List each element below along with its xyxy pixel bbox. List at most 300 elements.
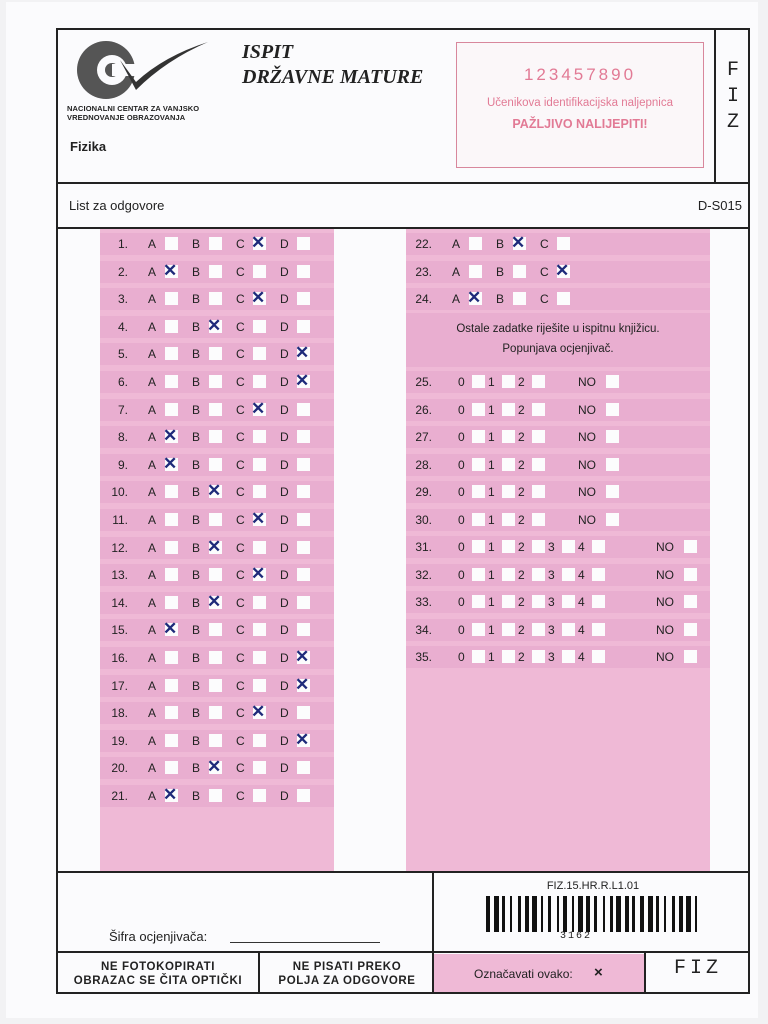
score-checkbox[interactable] <box>472 540 485 553</box>
answer-mark: ✕ <box>295 674 310 694</box>
option-label: A <box>148 375 157 389</box>
answer-mark: ✕ <box>251 398 266 418</box>
option-label: C <box>236 292 245 307</box>
option-label: D <box>280 678 289 693</box>
answer-checkbox[interactable] <box>253 265 266 278</box>
answer-checkbox[interactable] <box>297 761 310 774</box>
score-label: 4 <box>578 650 585 664</box>
score-label: 0 <box>458 512 465 527</box>
score-label: 1 <box>488 402 495 417</box>
score-checkbox[interactable] <box>532 623 545 636</box>
option-label: C <box>540 237 549 251</box>
answer-mark: ✕ <box>163 426 178 446</box>
answer-row <box>100 426 334 448</box>
score-checkbox[interactable] <box>502 623 515 636</box>
score-label: 4 <box>578 540 585 554</box>
answer-checkbox[interactable] <box>209 347 222 360</box>
answer-checkbox[interactable] <box>297 485 310 498</box>
answer-mark: ✕ <box>511 233 526 252</box>
option-label: D <box>280 402 289 417</box>
option-label: D <box>280 733 289 748</box>
option-label: A <box>148 733 157 748</box>
marking-example-symbol: × <box>594 964 603 981</box>
score-checkbox[interactable] <box>472 375 485 388</box>
answer-mark: ✕ <box>467 288 482 308</box>
footer-divider <box>56 871 750 873</box>
option-label: B <box>192 457 201 472</box>
question-number: 26. <box>415 402 432 417</box>
answer-checkbox[interactable] <box>165 403 178 416</box>
score-checkbox[interactable] <box>606 403 619 416</box>
score-checkbox[interactable] <box>472 485 485 498</box>
question-number: 24. <box>415 292 432 307</box>
org-name: NACIONALNI CENTAR ZA VANJSKO VREDNOVANJE OBRAZOVANJA <box>67 104 200 122</box>
answer-mark: ✕ <box>207 591 222 611</box>
option-label: B <box>192 375 201 389</box>
score-label: 0 <box>458 595 465 609</box>
ncvvo-logo-icon <box>74 38 214 102</box>
score-label: NO <box>578 375 596 389</box>
answer-row <box>100 454 334 476</box>
score-checkbox[interactable] <box>502 568 515 581</box>
score-label: 1 <box>488 457 495 472</box>
option-label: B <box>192 706 201 721</box>
exam-title: ISPIT DRŽAVNE MATURE <box>242 41 424 88</box>
score-checkbox[interactable] <box>592 650 605 663</box>
option-label: C <box>540 264 549 279</box>
answer-checkbox[interactable] <box>297 458 310 471</box>
answer-checkbox[interactable] <box>209 623 222 636</box>
option-label: C <box>236 651 245 665</box>
score-checkbox[interactable] <box>532 458 545 471</box>
answer-checkbox[interactable] <box>165 347 178 360</box>
graded-row <box>406 619 710 641</box>
score-checkbox[interactable] <box>684 623 697 636</box>
graded-row <box>406 454 710 476</box>
score-label: 0 <box>458 540 465 554</box>
answer-checkbox[interactable] <box>557 292 570 305</box>
answer-checkbox[interactable] <box>297 292 310 305</box>
answer-checkbox[interactable] <box>253 541 266 554</box>
answer-mark: ✕ <box>163 785 178 804</box>
answer-checkbox[interactable] <box>297 265 310 278</box>
score-checkbox[interactable] <box>502 485 515 498</box>
answer-row <box>100 399 334 421</box>
answer-checkbox[interactable] <box>209 734 222 747</box>
score-label: 3 <box>548 650 555 664</box>
score-checkbox[interactable] <box>472 650 485 663</box>
score-checkbox[interactable] <box>562 540 575 553</box>
option-label: D <box>280 513 289 527</box>
score-checkbox[interactable] <box>684 595 697 608</box>
answer-checkbox[interactable] <box>253 347 266 360</box>
question-number: 14. <box>111 595 128 610</box>
score-checkbox[interactable] <box>472 513 485 526</box>
score-checkbox[interactable] <box>606 513 619 526</box>
option-label: C <box>236 264 245 279</box>
score-checkbox[interactable] <box>472 568 485 581</box>
option-label: D <box>280 568 289 583</box>
score-checkbox[interactable] <box>502 595 515 608</box>
option-label: B <box>192 651 201 665</box>
answer-checkbox[interactable] <box>253 761 266 774</box>
score-label: 0 <box>458 457 465 472</box>
grader-code-field[interactable] <box>230 942 380 943</box>
option-label: D <box>280 430 289 445</box>
answer-checkbox[interactable] <box>297 541 310 554</box>
option-label: A <box>148 761 157 776</box>
option-label: B <box>496 264 505 279</box>
score-label: 1 <box>488 540 495 554</box>
score-checkbox[interactable] <box>606 430 619 443</box>
answer-checkbox[interactable] <box>253 320 266 333</box>
score-checkbox[interactable] <box>684 568 697 581</box>
score-label: NO <box>656 540 674 554</box>
answer-mark: ✕ <box>207 757 222 777</box>
answer-checkbox[interactable] <box>209 237 222 250</box>
score-checkbox[interactable] <box>502 430 515 443</box>
option-label: A <box>148 513 157 527</box>
answer-row <box>100 343 334 365</box>
score-label: 1 <box>488 650 495 664</box>
answer-checkbox[interactable] <box>297 706 310 719</box>
answer-mark: ✕ <box>251 233 266 252</box>
option-label: B <box>496 237 505 251</box>
score-label: 2 <box>518 375 525 389</box>
score-checkbox[interactable] <box>472 623 485 636</box>
score-checkbox[interactable] <box>592 595 605 608</box>
option-label: A <box>148 319 157 334</box>
answer-checkbox[interactable] <box>165 485 178 498</box>
question-number: 3. <box>117 292 128 307</box>
score-checkbox[interactable] <box>532 375 545 388</box>
sticker-hint: Učenikova identifikacijska naljepnica <box>486 97 674 109</box>
answer-mark: ✕ <box>251 509 266 528</box>
option-label: A <box>148 706 157 721</box>
question-number: 33. <box>415 595 432 609</box>
answer-checkbox[interactable] <box>209 458 222 471</box>
score-checkbox[interactable] <box>532 595 545 608</box>
answer-checkbox[interactable] <box>297 430 310 443</box>
answer-mark: ✕ <box>163 619 178 639</box>
option-label: C <box>236 678 245 693</box>
score-checkbox[interactable] <box>532 513 545 526</box>
student-id-sticker-area[interactable] <box>456 42 704 168</box>
answer-row <box>100 509 334 531</box>
no-write-warning: NE PISATI PREKO POLJA ZA ODGOVORE <box>278 961 416 987</box>
answer-checkbox[interactable] <box>297 623 310 636</box>
answer-checkbox[interactable] <box>209 265 222 278</box>
option-label: D <box>280 264 289 279</box>
subject-name: Fizika <box>70 139 107 154</box>
grader-code-label: Šifra ocjenjivača: <box>109 929 208 944</box>
option-label: B <box>192 789 201 803</box>
option-label: A <box>148 568 157 583</box>
score-checkbox[interactable] <box>502 540 515 553</box>
question-number: 12. <box>111 540 128 555</box>
question-number: 27. <box>415 430 432 444</box>
answer-row <box>100 785 334 807</box>
answer-checkbox[interactable] <box>209 679 222 692</box>
answer-checkbox[interactable] <box>297 320 310 333</box>
option-label: D <box>280 457 289 472</box>
score-checkbox[interactable] <box>502 650 515 663</box>
question-number: 29. <box>415 485 432 499</box>
score-checkbox[interactable] <box>532 650 545 663</box>
sticker-number: 123457890 <box>523 65 637 84</box>
answer-row <box>406 288 710 310</box>
graded-row <box>406 591 710 613</box>
option-label: B <box>496 292 505 307</box>
answer-checkbox[interactable] <box>253 651 266 664</box>
option-label: D <box>280 789 289 803</box>
answer-mark: ✕ <box>251 564 266 584</box>
sheet-title: List za odgovore <box>69 198 165 213</box>
option-label: D <box>280 623 289 638</box>
answer-checkbox[interactable] <box>165 734 178 747</box>
answer-checkbox[interactable] <box>297 789 310 802</box>
option-label: B <box>192 347 201 362</box>
question-number: 18. <box>111 706 128 721</box>
option-label: A <box>148 292 157 307</box>
score-label: 1 <box>488 375 495 389</box>
answer-checkbox[interactable] <box>253 485 266 498</box>
answer-mark: ✕ <box>295 371 310 390</box>
answer-checkbox[interactable] <box>165 568 178 581</box>
answer-checkbox[interactable] <box>297 596 310 609</box>
option-label: D <box>280 292 289 307</box>
score-checkbox[interactable] <box>532 568 545 581</box>
option-label: C <box>236 761 245 776</box>
score-checkbox[interactable] <box>562 568 575 581</box>
answer-checkbox[interactable] <box>253 734 266 747</box>
score-checkbox[interactable] <box>472 430 485 443</box>
option-label: A <box>148 485 157 500</box>
question-number: 32. <box>415 567 432 582</box>
option-label: B <box>192 623 201 638</box>
answer-checkbox[interactable] <box>253 623 266 636</box>
answer-checkbox[interactable] <box>209 430 222 443</box>
option-label: A <box>452 264 461 279</box>
score-checkbox[interactable] <box>532 540 545 553</box>
answer-mark: ✕ <box>163 260 178 280</box>
option-label: C <box>236 457 245 472</box>
answer-checkbox[interactable] <box>253 375 266 388</box>
option-label: C <box>540 292 549 307</box>
question-number: 31. <box>415 540 432 554</box>
answer-checkbox[interactable] <box>253 458 266 471</box>
option-label: C <box>236 319 245 334</box>
answer-row <box>100 481 334 503</box>
subject-code-vertical: F I Z <box>726 59 739 134</box>
option-label: A <box>148 789 157 803</box>
score-checkbox[interactable] <box>606 375 619 388</box>
option-label: B <box>192 568 201 583</box>
answer-checkbox[interactable] <box>209 375 222 388</box>
option-label: C <box>236 402 245 417</box>
answer-row <box>100 261 334 283</box>
score-checkbox[interactable] <box>562 623 575 636</box>
option-label: C <box>236 733 245 748</box>
score-label: 4 <box>578 567 585 582</box>
score-label: 3 <box>548 595 555 609</box>
score-checkbox[interactable] <box>592 568 605 581</box>
answer-mark: ✕ <box>163 453 178 473</box>
score-label: 2 <box>518 512 525 527</box>
score-checkbox[interactable] <box>532 403 545 416</box>
sheet-code: D-S015 <box>697 198 742 213</box>
score-checkbox[interactable] <box>472 458 485 471</box>
score-checkbox[interactable] <box>562 595 575 608</box>
score-label: NO <box>656 650 674 664</box>
option-label: B <box>192 678 201 693</box>
score-checkbox[interactable] <box>562 650 575 663</box>
score-checkbox[interactable] <box>684 650 697 663</box>
answer-row <box>100 371 334 393</box>
answer-checkbox[interactable] <box>557 237 570 250</box>
score-checkbox[interactable] <box>606 458 619 471</box>
score-label: 0 <box>458 650 465 664</box>
question-number: 8. <box>117 430 128 445</box>
answer-mark: ✕ <box>295 343 310 363</box>
answer-checkbox[interactable] <box>165 679 178 692</box>
option-label: A <box>148 678 157 693</box>
score-label: NO <box>578 402 596 417</box>
answer-checkbox[interactable] <box>209 403 222 416</box>
answer-checkbox[interactable] <box>209 513 222 526</box>
question-number: 11. <box>112 513 128 527</box>
answer-row <box>406 261 710 283</box>
graded-row <box>406 536 710 558</box>
score-label: NO <box>656 622 674 637</box>
answer-row <box>100 647 334 669</box>
score-label: 2 <box>518 622 525 637</box>
question-number: 34. <box>415 622 432 637</box>
answer-checkbox[interactable] <box>513 292 526 305</box>
answer-checkbox[interactable] <box>165 375 178 388</box>
answer-checkbox[interactable] <box>469 265 482 278</box>
answer-checkbox[interactable] <box>165 706 178 719</box>
score-checkbox[interactable] <box>502 375 515 388</box>
question-number: 23. <box>415 264 432 279</box>
answer-mark: ✕ <box>295 729 310 749</box>
question-number: 9. <box>117 457 128 472</box>
graded-row <box>406 509 710 531</box>
score-label: NO <box>578 457 596 472</box>
answer-row <box>100 233 334 255</box>
score-label: 3 <box>548 567 555 582</box>
answer-checkbox[interactable] <box>165 237 178 250</box>
answer-mark: ✕ <box>251 702 266 722</box>
answer-checkbox[interactable] <box>469 237 482 250</box>
score-checkbox[interactable] <box>532 485 545 498</box>
option-label: C <box>236 237 245 251</box>
answer-checkbox[interactable] <box>297 568 310 581</box>
subject-code-footer: FIZ <box>673 957 722 980</box>
question-number: 13. <box>111 568 128 583</box>
answer-mark: ✕ <box>207 481 222 501</box>
answer-checkbox[interactable] <box>297 237 310 250</box>
answer-checkbox[interactable] <box>297 403 310 416</box>
graded-row <box>406 399 710 421</box>
option-label: C <box>236 347 245 362</box>
answer-checkbox[interactable] <box>165 320 178 333</box>
score-checkbox[interactable] <box>472 595 485 608</box>
score-checkbox[interactable] <box>684 540 697 553</box>
answer-checkbox[interactable] <box>209 292 222 305</box>
question-number: 15. <box>111 623 128 638</box>
option-label: C <box>236 375 245 389</box>
question-number: 17. <box>111 678 128 693</box>
option-label: C <box>236 485 245 500</box>
option-label: C <box>236 513 245 527</box>
graded-row <box>406 646 710 668</box>
option-label: C <box>236 568 245 583</box>
question-number: 7. <box>117 402 128 417</box>
answer-checkbox[interactable] <box>165 513 178 526</box>
option-label: A <box>452 292 461 307</box>
score-checkbox[interactable] <box>502 513 515 526</box>
answer-checkbox[interactable] <box>253 596 266 609</box>
option-label: C <box>236 623 245 638</box>
option-label: A <box>148 430 157 445</box>
footer-warnings-divider <box>258 951 260 994</box>
answer-checkbox[interactable] <box>253 430 266 443</box>
answer-checkbox[interactable] <box>297 513 310 526</box>
answer-checkbox[interactable] <box>513 265 526 278</box>
option-label: D <box>280 540 289 555</box>
answer-mark: ✕ <box>555 260 570 280</box>
option-label: B <box>192 595 201 610</box>
answer-checkbox[interactable] <box>209 789 222 802</box>
answer-row <box>100 288 334 310</box>
score-label: NO <box>578 430 596 444</box>
score-label: 0 <box>458 567 465 582</box>
answer-checkbox[interactable] <box>253 679 266 692</box>
option-label: B <box>192 430 201 445</box>
answer-checkbox[interactable] <box>209 568 222 581</box>
no-copy-warning: NE FOTOKOPIRATI OBRAZAC SE ČITA OPTIČKI <box>73 961 243 987</box>
answer-checkbox[interactable] <box>209 706 222 719</box>
answer-checkbox[interactable] <box>165 292 178 305</box>
score-checkbox[interactable] <box>472 403 485 416</box>
answer-checkbox[interactable] <box>165 541 178 554</box>
answer-checkbox[interactable] <box>165 761 178 774</box>
question-number: 20. <box>111 761 128 776</box>
option-label: B <box>192 513 201 527</box>
answer-checkbox[interactable] <box>165 651 178 664</box>
option-label: B <box>192 761 201 776</box>
question-number: 19. <box>111 733 128 748</box>
score-label: 0 <box>458 375 465 389</box>
score-checkbox[interactable] <box>592 540 605 553</box>
answer-checkbox[interactable] <box>253 789 266 802</box>
score-checkbox[interactable] <box>502 458 515 471</box>
score-checkbox[interactable] <box>592 623 605 636</box>
score-label: 2 <box>518 650 525 664</box>
score-label: 0 <box>458 622 465 637</box>
option-label: B <box>192 237 201 251</box>
answer-checkbox[interactable] <box>165 596 178 609</box>
score-checkbox[interactable] <box>606 485 619 498</box>
grader-instructions: Ostale zadatke riješite u ispitnu knjižicu. Popunjava ocjenjivač. <box>406 313 710 367</box>
score-checkbox[interactable] <box>532 430 545 443</box>
option-label: C <box>236 789 245 803</box>
score-checkbox[interactable] <box>502 403 515 416</box>
score-label: 3 <box>548 622 555 637</box>
question-number: 4. <box>117 319 128 334</box>
answer-checkbox[interactable] <box>209 651 222 664</box>
